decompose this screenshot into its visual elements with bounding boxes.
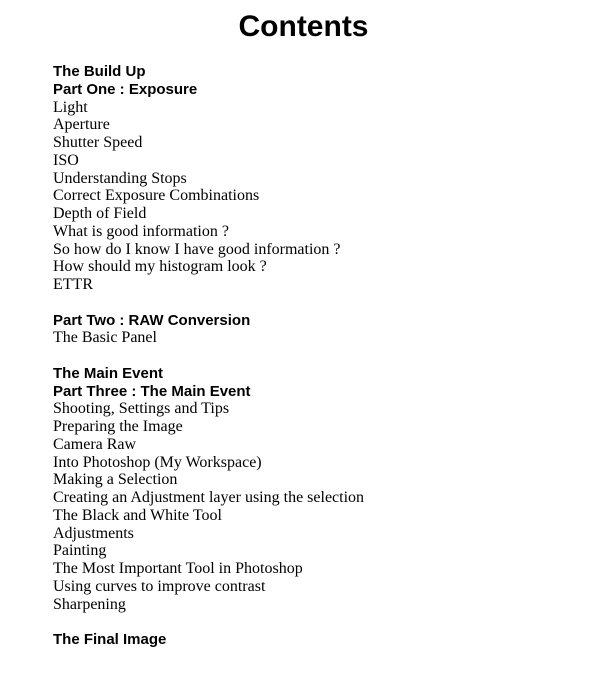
toc-entry: Understanding Stops	[53, 169, 187, 187]
toc-entry: Shutter Speed	[53, 134, 143, 151]
toc-entry: Adjustments	[53, 524, 134, 542]
toc-group	[53, 631, 607, 649]
page-title: Contents	[238, 10, 369, 43]
toc-entry: Shooting, Settings and Tips	[53, 400, 230, 418]
toc-entry: Light	[53, 98, 88, 116]
table-of-contents	[53, 63, 607, 649]
toc-entry: The Most Important Tool in Photoshop	[53, 560, 303, 577]
toc-entry: Painting	[53, 542, 107, 560]
toc-entry: Correct Exposure Combinations	[53, 187, 260, 205]
toc-section-heading: Part One : Exposure	[53, 80, 198, 98]
toc-entry: Camera Raw	[53, 435, 137, 453]
toc-entry: How should my histogram look ?	[53, 258, 267, 276]
toc-section-heading: The Build Up	[53, 63, 146, 80]
toc-entry: Aperture	[53, 116, 110, 134]
toc-entry: Preparing the Image	[53, 418, 183, 435]
toc-entry: The Black and White Tool	[53, 506, 222, 524]
toc-section-heading: The Final Image	[53, 631, 167, 648]
toc-section-heading: Part Two : RAW Conversion	[53, 311, 251, 329]
toc-entry: Sharpening	[53, 595, 126, 613]
document-page	[0, 10, 607, 682]
toc-entry: What is good information ?	[53, 222, 229, 240]
toc-group	[53, 312, 607, 348]
toc-group	[53, 365, 607, 614]
toc-entry: Into Photoshop (My Workspace)	[53, 453, 262, 471]
toc-section-heading: Part Three : The Main Event	[53, 382, 251, 400]
toc-entry: Depth of Field	[53, 205, 147, 222]
toc-entry: The Basic Panel	[53, 329, 157, 347]
toc-entry: So how do I know I have good information ?	[53, 240, 341, 258]
toc-group	[53, 63, 607, 294]
toc-entry: Creating an Adjustment layer using the selection	[53, 489, 365, 506]
toc-entry: ETTR	[53, 276, 93, 293]
toc-entry: Making a Selection	[53, 471, 178, 489]
toc-section-heading: The Main Event	[53, 364, 164, 382]
toc-entry: ISO	[53, 151, 79, 169]
toc-entry: Using curves to improve contrast	[53, 577, 266, 595]
